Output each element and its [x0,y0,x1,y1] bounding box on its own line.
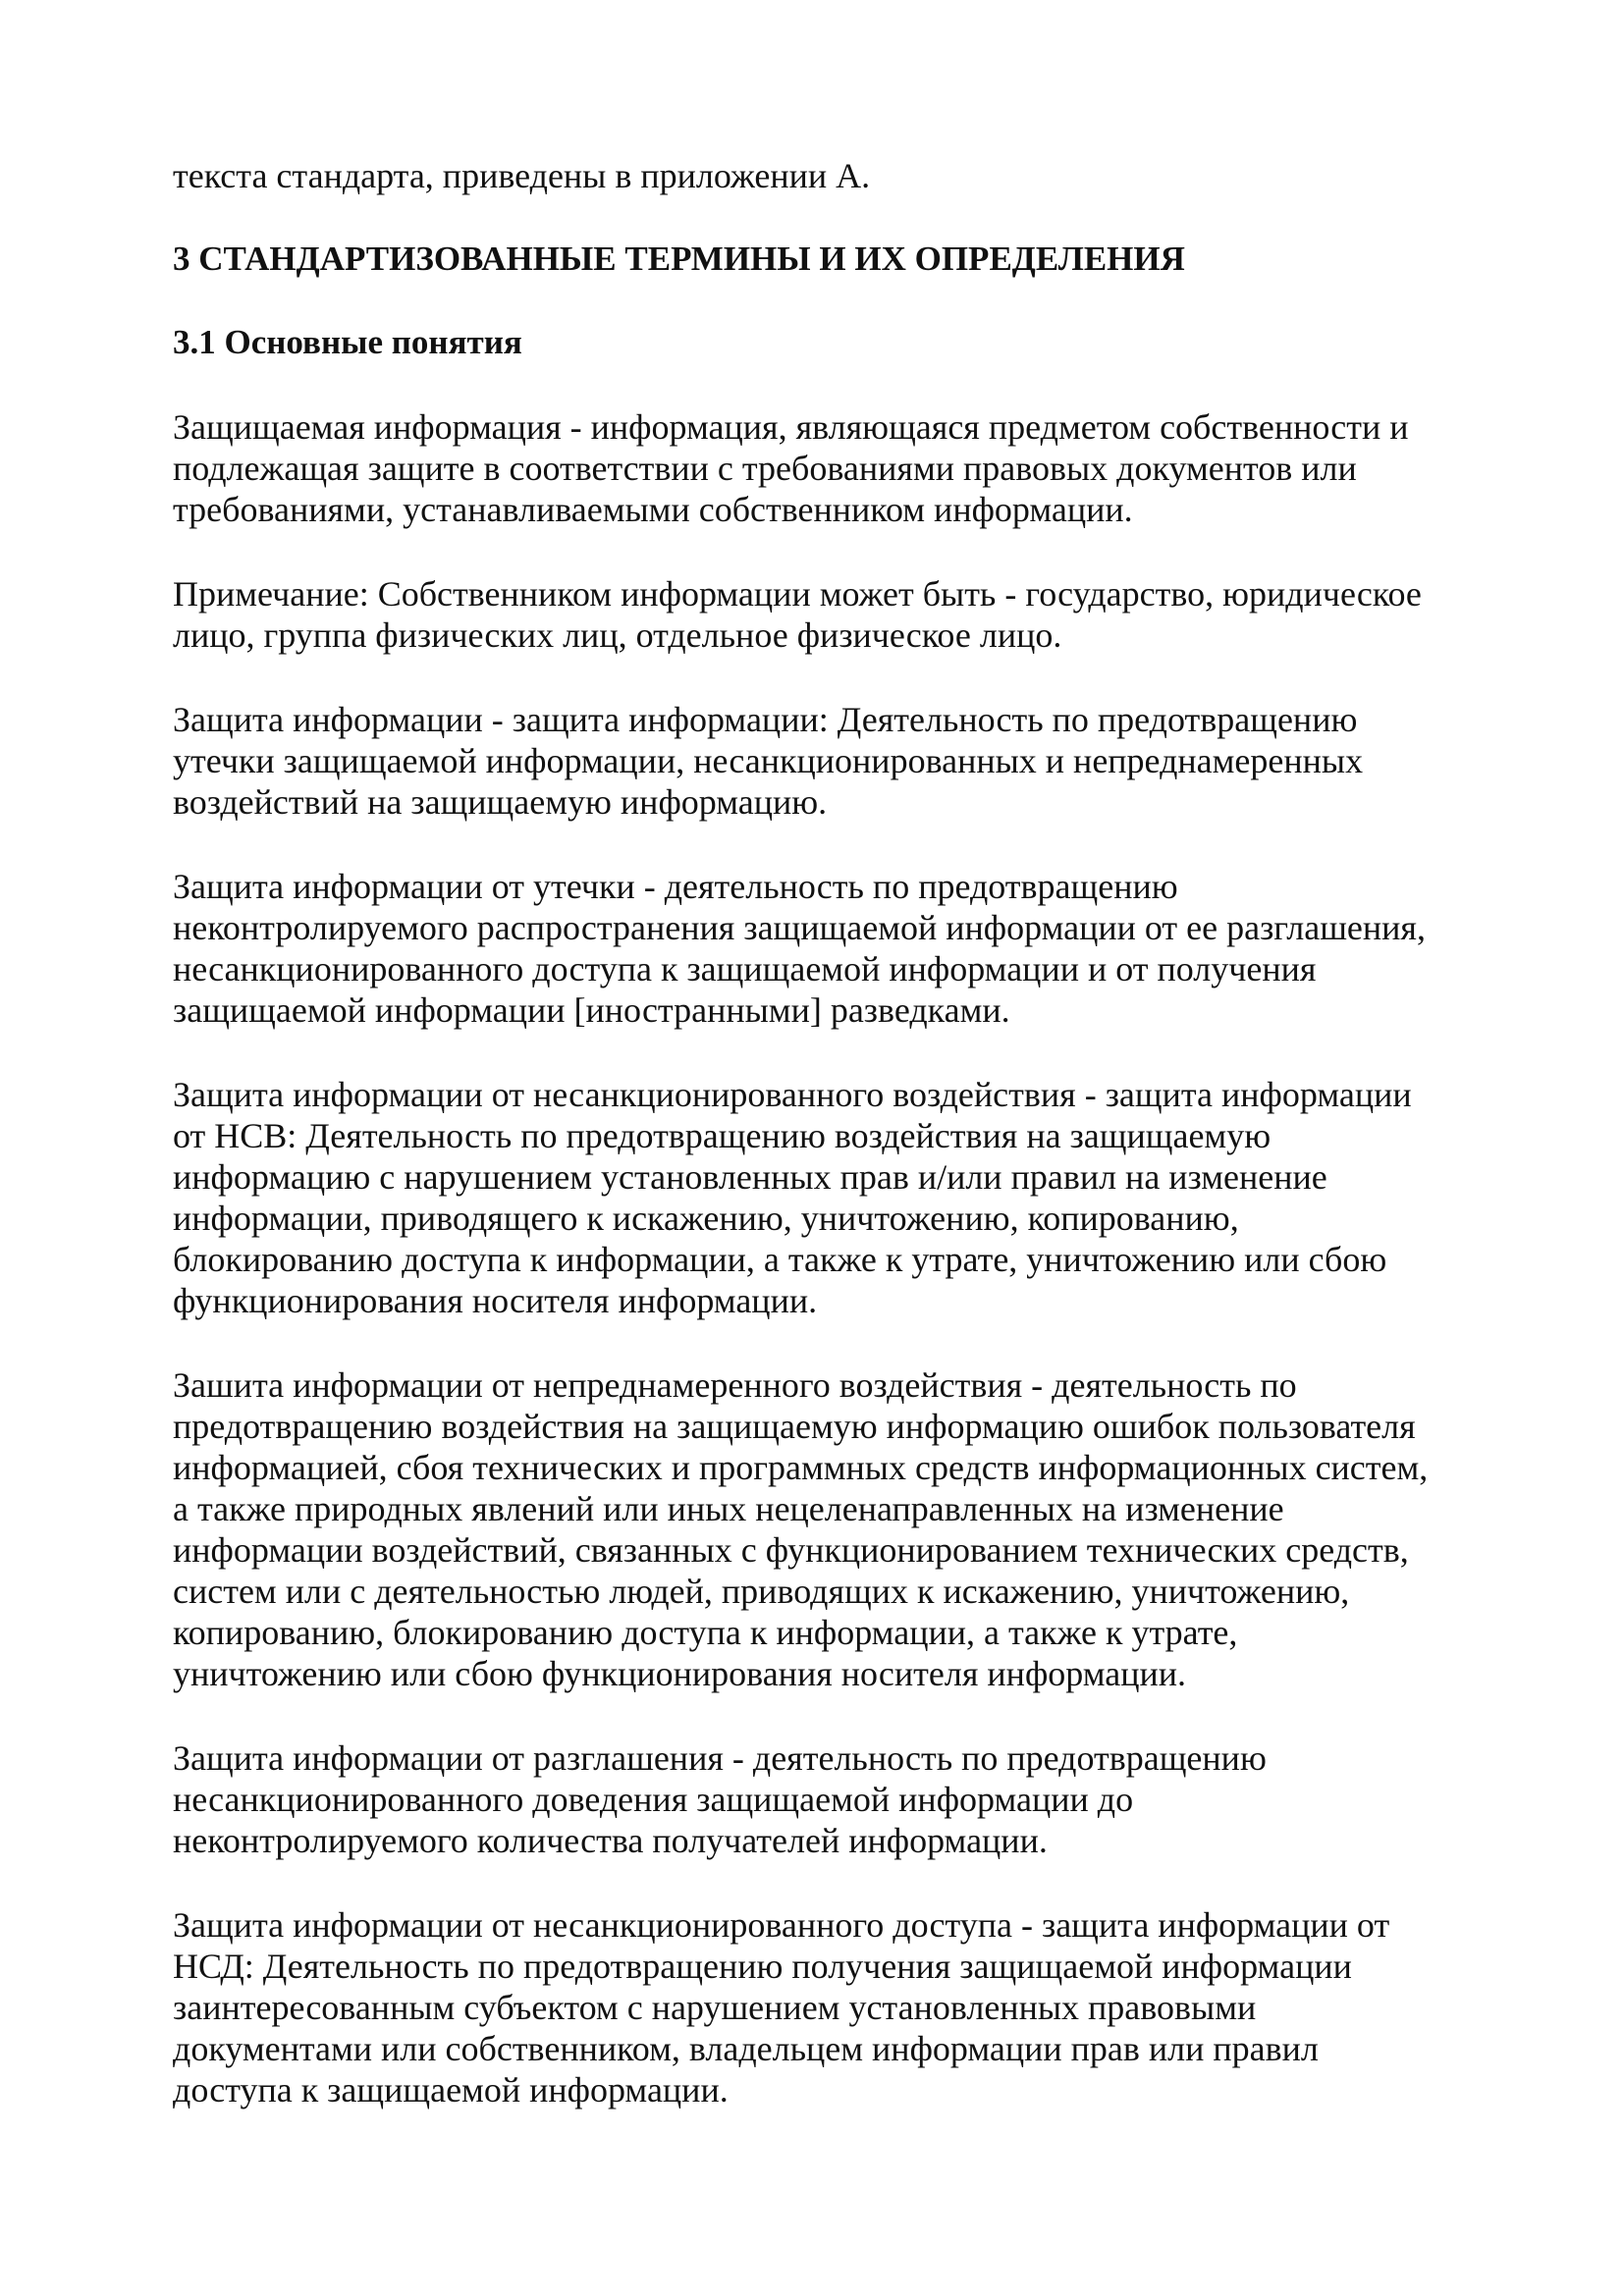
paragraph-line: документами или собственником, владельцем информации прав или правил [173,2029,1319,2068]
paragraph-disclosure-protection [173,1737,1488,1861]
paragraph-line: несанкционированного доведения защищаемой информации до [173,1780,1134,1819]
paragraph-line: информации, приводящего к искажению, уничтожению, копированию, [173,1199,1239,1238]
paragraph-leak-protection [173,866,1488,1031]
paragraph-line: Защищаемая информация - информация, являющаяся предметом собственности и [173,407,1409,447]
paragraph-unauthorized-access [173,1904,1488,2110]
paragraph-line: неконтролируемого количества получателей информации. [173,1821,1048,1860]
paragraph-line: Защита информации от разглашения - деятельность по предотвращению [173,1738,1267,1778]
paragraph-line: защищаемой информации [иностранными] разведками. [173,990,1010,1030]
paragraph-line: заинтересованным субъектом с нарушением установленных правовыми [173,1988,1257,2027]
paragraph-line: Защита информации от утечки - деятельность по предотвращению [173,867,1178,906]
paragraph-line: блокированию доступа к информации, а также к утрате, уничтожению или сбою [173,1240,1387,1279]
paragraph-information-protection [173,699,1488,823]
paragraph-line: предотвращению воздействия на защищаемую информацию ошибок пользователя [173,1407,1416,1446]
paragraph-note [173,573,1488,656]
paragraph-line: Защита информации от несанкционированного воздействия - защита информации [173,1075,1412,1114]
paragraph-line: копированию, блокированию доступа к информации, а также к утрате, [173,1613,1238,1652]
paragraph-line: несанкционированного доступа к защищаемой информации и от получения [173,949,1317,988]
intro-line: текста стандарта, приведены в приложении А. [173,156,871,195]
paragraph-line: воздействий на защищаемую информацию. [173,782,828,822]
paragraph-line: от НСВ: Деятельность по предотвращению воздействия на защищаемую [173,1116,1271,1155]
document-body [173,155,1488,2110]
paragraph-line: Защита информации - защита информации: Деятельность по предотвращению [173,700,1358,739]
paragraph-protected-information [173,406,1488,530]
paragraph-line: систем или с деятельностью людей, приводящих к искажению, уничтожению, [173,1572,1350,1611]
paragraph-line: Защита информации от несанкционированного доступа - защита информации от [173,1905,1390,1945]
paragraph-line: требованиями, устанавливаемыми собственником информации. [173,490,1133,529]
paragraph-line: утечки защищаемой информации, несанкционированных и непреднамеренных [173,741,1364,780]
paragraph-line: Примечание: Собственником информации может быть - государство, юридическое [173,574,1422,614]
subsection-heading: 3.1 Основные понятия [173,323,522,361]
paragraph-line: функционирования носителя информации. [173,1281,818,1320]
paragraph-line: лицо, группа физических лиц, отдельное физическое лицо. [173,615,1062,655]
paragraph-line: а также природных явлений или иных нецеленаправленных на изменение [173,1489,1284,1528]
paragraph-unintentional-impact [173,1364,1488,1694]
paragraph-line: уничтожению или сбою функционирования носителя информации. [173,1654,1187,1693]
paragraph-unauthorized-impact [173,1074,1488,1321]
paragraph-line: неконтролируемого распространения защищаемой информации от ее разглашения, [173,908,1426,947]
paragraph-line: Зашита информации от непреднамеренного воздействия - деятельность по [173,1365,1297,1405]
paragraph-line: НСД: Деятельность по предотвращению получения защищаемой информации [173,1947,1352,1986]
paragraph-line: информацией, сбоя технических и программных средств информационных систем, [173,1448,1429,1487]
section-heading: 3 СТАНДАРТИЗОВАННЫЕ ТЕРМИНЫ И ИХ ОПРЕДЕЛЕНИЯ [173,240,1185,278]
paragraph-line: информации воздействий, связанных с функционированием технических средств, [173,1530,1409,1570]
paragraph-line: подлежащая защите в соответствии с требованиями правовых документов или [173,449,1357,488]
paragraph-line: доступа к защищаемой информации. [173,2070,729,2109]
paragraph-line: информацию с нарушением установленных прав и/или правил на изменение [173,1157,1327,1197]
